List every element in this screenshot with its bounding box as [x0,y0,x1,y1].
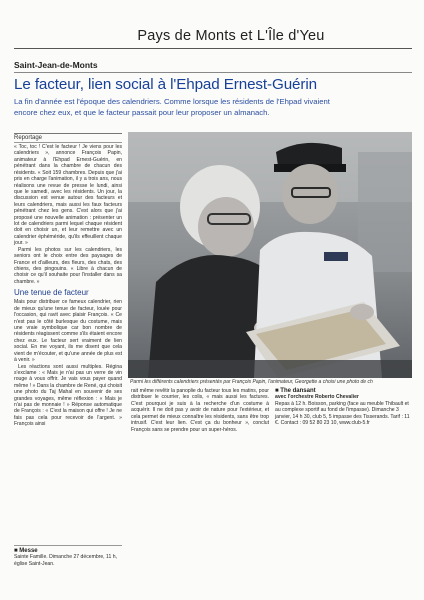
lead-line-1: La fin d'année est l'époque des calendriers. Comme lorsque les résidents de l'Ehpad vivaient [14,97,330,106]
brief-the-dansant [275,388,413,427]
article-photo [128,132,412,378]
brief-messe-title: ■ Messe [14,548,38,554]
article-paragraph-4: Les réactions sont aussi multiples. Régina s'exclame : « Mais je n'ai pas un verre de vin rouge à vous offrir. Je vais vous payer quand même ! » Dans la chambre de René, qui choisit une photo du Taj Mahal en souvenir de ses grandes voyages, même réflexion : « Mais je n'ai pas de monnaie ! » Réponse automatique de François : « C'est la maison qui offre ! Je ne fais pas cela pour recevoir de l'argent. » François ainsi [14,363,122,428]
section-rubric [14,18,412,49]
brief-the-dansant-subtitle: avec l'orchestre Roberto Chevalier [275,394,359,401]
article-paragraph-2: Parmi les photos sur les calendriers, les seniors ont le choix entre des paysages de France et d'ailleurs, des fleurs, des chats, des chiens, des pingouins. « Libre à chacun de choisir ce qu'il souhaite pour l'installer dans sa chambre. » [14,246,122,285]
rubric-title: Pays de Monts et L'Île d'Yeu [137,28,325,44]
article-paragraph-5: rait même revêtir la panoplie du facteur tous les matins, pour distribuer le courrier, les colis, « mais aussi les factures. C'est pourquoi je suis à la recherche d'un costume à acquérir. Il ne doit pas y avoir de nature pour l'extérieur, et cela permet de mieux connaître les résidents, sans être trop intrusif. C'est leur lien. C'est ça du bonheur », conclut François sans se prendre pour un super-héros. [131,388,269,433]
article-lead [14,97,414,118]
brief-the-dansant-title: ■ The dansant [275,388,316,394]
reportage-label: Reportage [14,133,122,143]
brief-messe [14,548,122,567]
article-continuation-column [131,388,269,433]
article-left-column [14,133,122,428]
lead-line-2: encore chez eux, et que le facteur passait pour leur proposer un almanach. [14,107,270,117]
brief-divider [14,545,122,546]
photo-illustration [128,132,412,378]
brief-the-dansant-text: Repas à 12 h. Boisson, parking (face au meuble Thibault et au complexe sportif au fond de l'impasse). Dimanche 3 janvier, 14 h 30, club 5, 5 impasse des Tisserands. Tarif : 11 €. Contact : 09 52 80 23 10, www.club-5.fr [275,400,410,427]
article-paragraph-1: « Toc, toc ! C'est le facteur ! Je viens pour les calendriers », annonce François Papin, animateur à l'Ehpad Ernest-Guérin, en pénétrant dans la chambre de chacun des résidents. « Soit 159 chambres. Depuis que j'ai pris en charge l'animation, il y a trois ans, nous réalisons une revue de presse le lundi, ainsi que le samedi, avec les résidents. Un jour, la discussion est venue autour des facteurs et leurs calendriers, mais aussi les faux facteurs pénétrant chez les gens. C'est alors que j'ai proposé une nouvelle animation : présenter un lot de calendriers parmi lequel chaque résident doit en choisir un, et leur remettre avec un calendrier éphéméride, qu'ils effeuillent chaque jour. » [14,144,122,247]
article-subhead: Une tenue de facteur [14,288,89,298]
article-paragraph-3: Mais pour distribuer ce fameux calendrier, rien de mieux qu'une tenue de facteur, louée pour l'occasion, qui ravit avec plaisir François. « Ce n'est pas le côté burlesque du costume, mais une vraie symbolique car bon nombre de résidents réagissent comme s'ils étaient encore chez eux. Le facteur sert vraiment de lien social. En me voyant, ils me disent que cela vient de m'écouter, et qu'une année de plus est à venir. » [14,299,122,364]
photo-caption: Parmi les différents calendriers présentés par François Papin, l'animateur, Georgette a choisi une photo de ch [130,379,373,385]
brief-messe-text: Sainte Famille. Dimanche 27 décembre, 11 h, église Saint-Jean. [14,554,117,567]
town-label: Saint-Jean-de-Monts [14,60,412,73]
article-headline: Le facteur, lien social à l'Ehpad Ernest-Guérin [14,76,317,93]
